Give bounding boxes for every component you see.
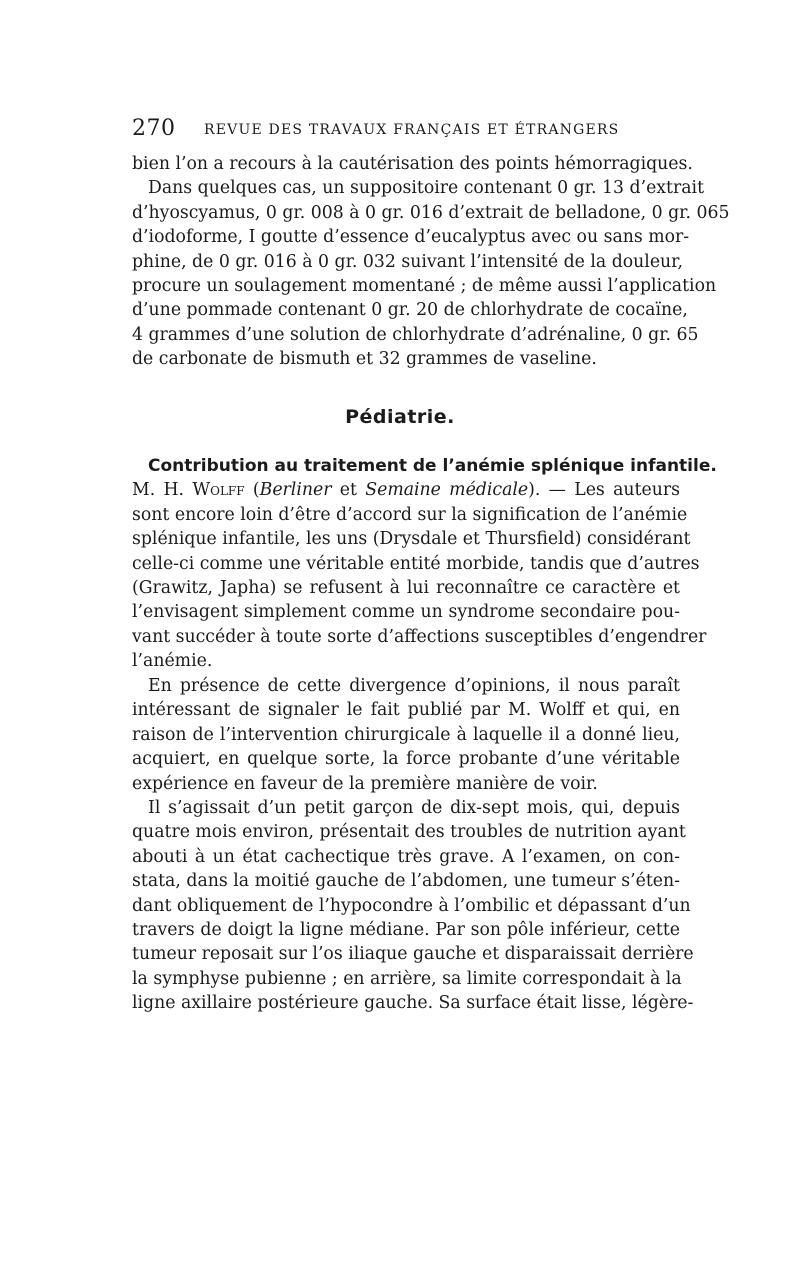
running-head: REVUE DES TRAVAUX FRANÇAIS ET ÉTRANGERS	[204, 122, 620, 138]
text-line: 4 grammes d’une solution de chlorhydrate d’adrénaline, 0 gr. 65	[132, 324, 699, 345]
page-number: 270	[132, 116, 176, 141]
text-line: d’hyoscyamus, 0 gr. 008 à 0 gr. 016 d’extrait de belladone, 0 gr. 065	[132, 202, 730, 223]
text-line: intéressant de signaler le fait publié par M. Wolff et qui, en	[132, 700, 680, 721]
page-header	[132, 116, 680, 144]
text-line: d’une pommade contenant 0 gr. 20 de chlorhydrate de cocaïne,	[132, 300, 688, 321]
text-line: celle-ci comme une véritable entité morbide, tandis que d’autres	[132, 553, 700, 574]
text-line: l’envisagent simplement comme un syndrome secondaire pou-	[132, 602, 680, 623]
text-line: procure un soulagement momentané ; de même aussi l’application	[132, 275, 717, 296]
text-line: stata, dans la moitié gauche de l’abdomen, une tumeur s’éten-	[132, 871, 680, 892]
source-semaine-medicale: Semaine médicale	[365, 480, 529, 501]
text-line: de carbonate de bismuth et 32 grammes de vaseline.	[132, 349, 597, 370]
paragraph-1	[132, 152, 730, 372]
text-line: tumeur reposait sur l’os iliaque gauche et disparaissait derrière	[132, 944, 694, 965]
text-line: vant succéder à toute sorte d’affections susceptibles d’engendrer	[132, 626, 707, 647]
text-line: (Grawitz, Japha) se refusent à lui reconnaître ce caractère et	[132, 577, 680, 598]
sources-open: (	[244, 480, 260, 501]
text-line: l’anémie.	[132, 651, 213, 672]
source-berliner: Berliner	[259, 480, 332, 501]
text-line: phine, de 0 gr. 016 à 0 gr. 032 suivant l’intensité de la douleur,	[132, 251, 684, 272]
text-line: acquiert, en quelque sorte, la force probante d’une véritable	[132, 749, 680, 770]
text-line: la symphyse pubienne ; en arrière, sa limite correspondait à la	[132, 968, 682, 989]
paragraph-4	[132, 796, 694, 1016]
sources-close: ). — Les auteurs	[528, 480, 680, 501]
section-heading: Pédiatrie.	[345, 406, 455, 428]
text-line: quatre mois environ, présentait des troubles de nutrition ayant	[132, 822, 686, 843]
text-line: d’iodoforme, I goutte d’essence d’eucalyptus avec ou sans mor-	[132, 227, 690, 248]
text-line: raison de l’intervention chirurgicale à laquelle il a donné lieu,	[132, 724, 680, 745]
text-line: dant obliquement de l’hypocondre à l’ombilic et dépassant d’un	[132, 895, 691, 916]
text-line: En présence de cette divergence d’opinions, il nous paraît	[148, 676, 680, 696]
article-title-line	[132, 454, 717, 478]
text-line: travers de doigt la ligne médiane. Par son pôle inférieur, cette	[132, 919, 680, 940]
article-block	[132, 454, 717, 674]
sources-and: et	[331, 480, 366, 501]
text-line: Il s’agissait d’un petit garçon de dix-sept mois, qui, depuis	[148, 798, 680, 818]
text-line: ligne axillaire postérieure gauche. Sa surface était lisse, légère-	[132, 993, 694, 1014]
paragraph-3	[132, 674, 680, 796]
author-name: Wolff	[192, 480, 245, 501]
text-line: abouti à un état cachectique très grave. A l’examen, on con-	[132, 846, 680, 867]
article-title: Contribution au traitement de l’anémie splénique infantile.	[148, 456, 717, 476]
text-line: expérience en faveur de la première manière de voir.	[132, 773, 598, 794]
text-line: sont encore loin d’être d’accord sur la signification de l’anémie	[132, 504, 688, 525]
text-line: splénique infantile, les uns (Drysdale et Thursfield) considérant	[132, 529, 691, 550]
text-line: bien l’on a recours à la cautérisation des points hémorragiques.	[132, 154, 693, 174]
author-initials: M. H.	[132, 480, 193, 501]
article-byline	[132, 478, 680, 502]
text-line: Dans quelques cas, un suppositoire contenant 0 gr. 13 d’extrait	[148, 178, 705, 199]
